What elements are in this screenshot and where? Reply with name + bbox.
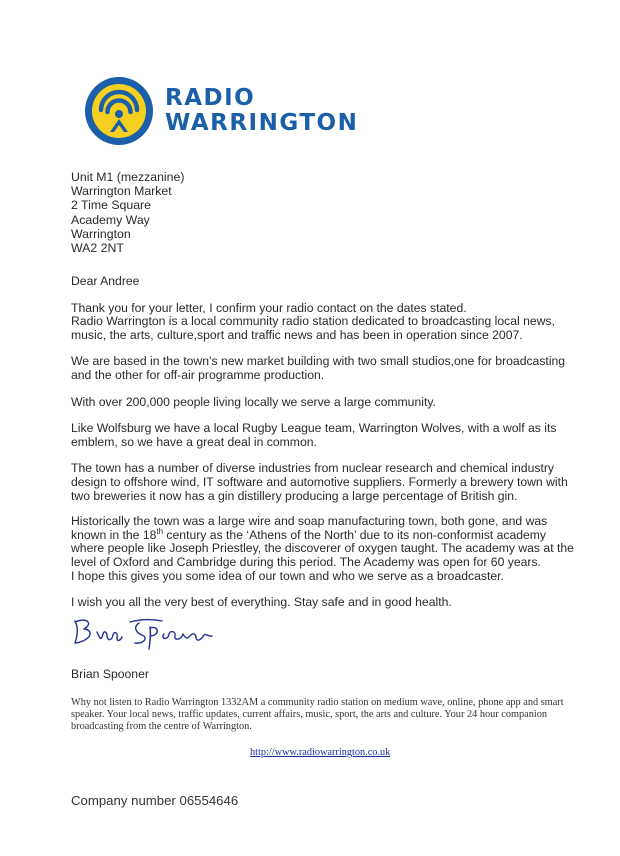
paragraph-community: With over 200,000 people living locally we serve a large community. [71, 394, 436, 409]
paragraph-hope: I hope this gives you some idea of our town and who we serve as a broadcaster. [71, 568, 504, 583]
signer-name: Brian Spooner [71, 667, 149, 681]
paragraph-intro: Thank you for your letter, I confirm your radio contact on the dates stated. Radio Warrington is a local community radio station dedicated to broadcasting local news, music, the arts, culture,sport and traffic news and has been in operation since 2007. [71, 300, 555, 342]
history-text-end: century as the ‘Athens of the North’ due to its non-conformist academy where people like Joseph Priestley, the discoverer of oxygen taught. The academy was at the level of Oxford and Cambridge during this period. The Academy was open for 60 years. [71, 527, 574, 569]
company-number: Company number 06554646 [71, 793, 239, 808]
address-line: Unit M1 (mezzanine) [71, 170, 185, 184]
sender-address [71, 170, 184, 255]
address-line: Academy Way [71, 212, 150, 227]
radio-warrington-logo-icon [84, 76, 154, 146]
paragraph-studios: We are based in the town’s new market building with two small studios,one for broadcasting and the other for off-air programme production. [71, 354, 566, 382]
address-line: Warrington Market [71, 184, 172, 199]
handwritten-signature-icon [70, 612, 220, 652]
paragraph-history [71, 515, 579, 569]
history-superscript: th [156, 526, 164, 536]
paragraph-industries: The town has a number of diverse industries from nuclear research and chemical industry design to offshore wind, IT software and automotive suppliers. Formerly a brewery town with two breweries it now has a gin distillery producing a large percentage of British gin. [71, 461, 568, 503]
brand-line-1: RADIO [165, 85, 256, 111]
website-link[interactable]: http://www.radiowarrington.co.uk [250, 747, 391, 758]
letter-body [71, 275, 579, 610]
history-text-start: Historically the town was a large wire and soap manufacturing town, both gone, and was known in the 18 [71, 514, 548, 542]
closing: I wish you all the very best of everything. Stay safe and in good health. [71, 595, 452, 610]
address-line: WA2 2NT [71, 241, 124, 256]
station-blurb: Why not listen to Radio Warrington 1332AM a community radio station on medium wave, online, phone app and smart speaker. Your local news, traffic updates, current affairs, music, sport, the arts and culture. Your 24 hour companion broadcasting from the centre of Warrington. [71, 697, 564, 732]
brand-name [165, 86, 358, 136]
brand-line-2: WARRINGTON [165, 110, 359, 136]
address-line: 2 Time Square [71, 198, 151, 213]
address-line: Warrington [71, 226, 131, 241]
paragraph-wolfsburg: Like Wolfsburg we have a local Rugby League team, Warrington Wolves, with a wolf as its emblem, so we have a great deal in common. [71, 421, 557, 449]
salutation: Dear Andree [71, 274, 140, 288]
